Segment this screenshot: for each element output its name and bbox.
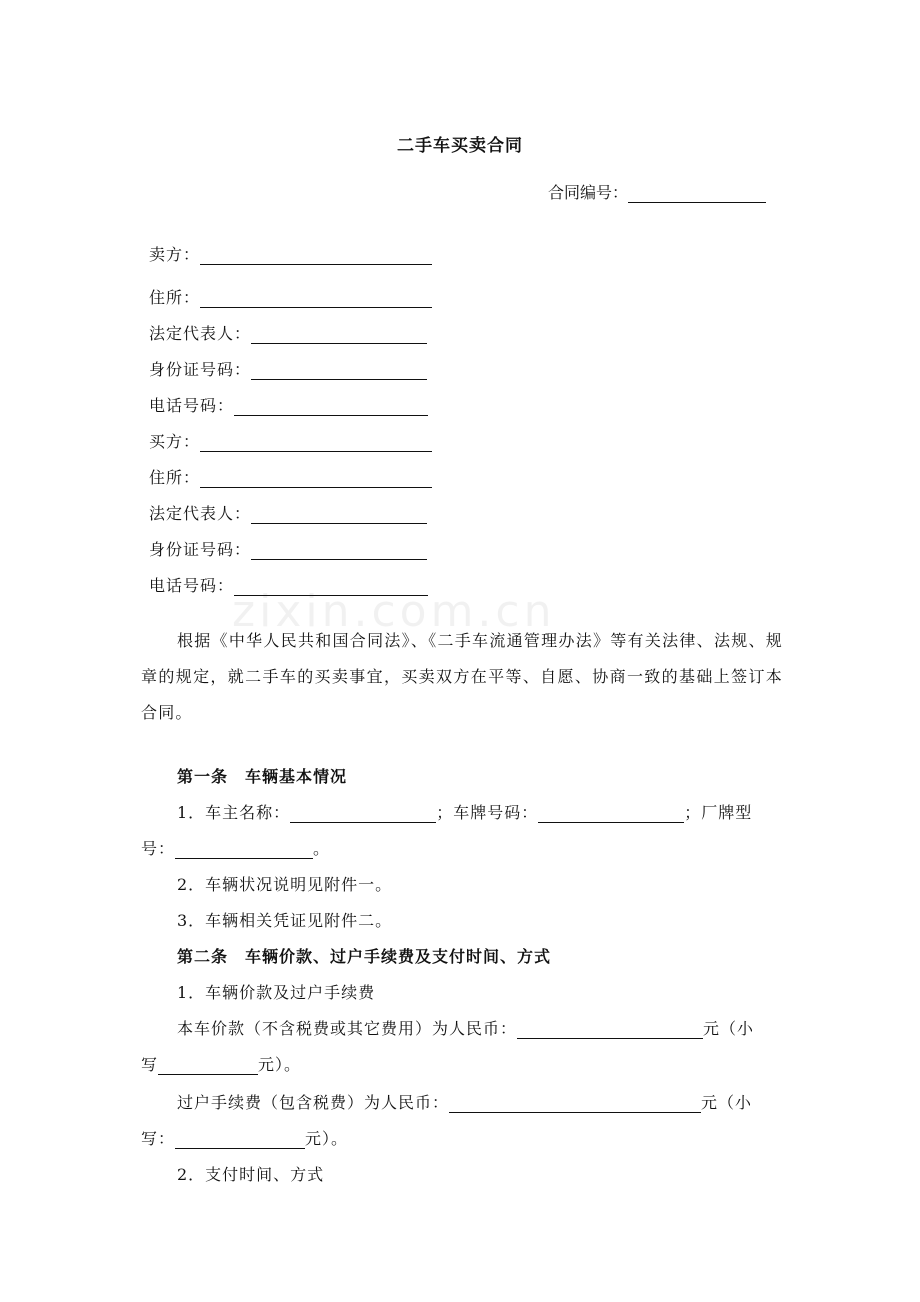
seller-legal-rep-label: 法定代表人： [149, 324, 252, 343]
preamble-paragraph: 根据《中华人民共和国合同法》、《二手车流通管理办法》等有关法律、法规、规章的规定，就二手车的买卖事宜，买卖双方在平等、自愿、协商一致的基础上签订本合同。 [141, 631, 783, 722]
fee-small-label: 写： [141, 1129, 176, 1148]
article1-item1-row [177, 800, 752, 823]
buyer-id-blank[interactable] [251, 542, 427, 560]
seller-name-blank[interactable] [200, 247, 432, 265]
seller-id-row [149, 357, 427, 380]
buyer-phone-row [149, 573, 428, 596]
fee-blank[interactable] [449, 1095, 701, 1113]
fee-label: 过户手续费（包含税费）为人民币： [177, 1093, 450, 1112]
seller-label: 卖方： [149, 245, 201, 264]
article2-heading: 第二条 车辆价款、过户手续费及支付时间、方式 [177, 947, 552, 966]
article1-item1-cont-row [141, 836, 330, 859]
contract-number-blank[interactable] [628, 185, 766, 203]
article1-item2: 2．车辆状况说明见附件一。 [177, 875, 393, 894]
buyer-id-row [149, 537, 427, 560]
brand-model-blank[interactable] [175, 841, 313, 859]
page-title: 二手车买卖合同 [397, 136, 523, 156]
buyer-id-label: 身份证号码： [149, 540, 252, 559]
price-small-end: 元）。 [258, 1055, 302, 1074]
seller-address-blank[interactable] [200, 290, 432, 308]
article1-heading: 第一条 车辆基本情况 [177, 767, 348, 786]
article2-item2: 2．支付时间、方式 [177, 1165, 325, 1184]
price-small-label: 写 [141, 1055, 159, 1074]
fee-small-row [141, 1126, 348, 1149]
seller-address-row [149, 285, 432, 308]
item1-end: 。 [313, 839, 331, 858]
seller-phone-row [149, 393, 428, 416]
buyer-phone-label: 电话号码： [149, 576, 235, 595]
seller-id-label: 身份证号码： [149, 360, 252, 379]
owner-name-label: 1．车主名称： [177, 803, 291, 822]
buyer-name-blank[interactable] [200, 434, 432, 452]
buyer-address-label: 住所： [149, 468, 201, 487]
plate-number-blank[interactable] [538, 805, 684, 823]
watermark: zixin.com.cn [232, 586, 556, 637]
buyer-legal-rep-row [149, 501, 427, 524]
price-unit: 元（小 [703, 1019, 755, 1038]
price-blank[interactable] [517, 1021, 703, 1039]
buyer-row [149, 429, 432, 452]
fee-row [177, 1090, 752, 1113]
price-small-blank[interactable] [158, 1057, 258, 1075]
seller-legal-rep-blank[interactable] [251, 326, 427, 344]
seller-phone-blank[interactable] [234, 398, 428, 416]
fee-small-blank[interactable] [175, 1131, 305, 1149]
contract-number-label: 合同编号： [548, 183, 629, 202]
fee-unit: 元（小 [701, 1093, 753, 1112]
price-row [177, 1016, 754, 1039]
article2-item1: 1．车辆价款及过户手续费 [177, 983, 376, 1002]
seller-row [149, 242, 432, 265]
seller-legal-rep-row [149, 321, 427, 344]
owner-name-blank[interactable] [290, 805, 436, 823]
seller-address-label: 住所： [149, 288, 201, 307]
buyer-phone-blank[interactable] [234, 578, 428, 596]
brand-model-label-cont: 号： [141, 839, 176, 858]
buyer-legal-rep-blank[interactable] [251, 506, 427, 524]
seller-id-blank[interactable] [251, 362, 427, 380]
price-label: 本车价款（不含税费或其它费用）为人民币： [177, 1019, 518, 1038]
buyer-address-blank[interactable] [200, 470, 432, 488]
article1-item3: 3．车辆相关凭证见附件二。 [177, 911, 393, 930]
buyer-label: 买方： [149, 432, 201, 451]
fee-small-end: 元）。 [305, 1129, 349, 1148]
buyer-address-row [149, 465, 432, 488]
price-small-row [141, 1052, 301, 1075]
contract-number-row [548, 180, 766, 203]
seller-phone-label: 电话号码： [149, 396, 235, 415]
plate-number-label: ；车牌号码： [436, 803, 539, 822]
buyer-legal-rep-label: 法定代表人： [149, 504, 252, 523]
brand-model-label: ；厂牌型 [684, 803, 753, 822]
